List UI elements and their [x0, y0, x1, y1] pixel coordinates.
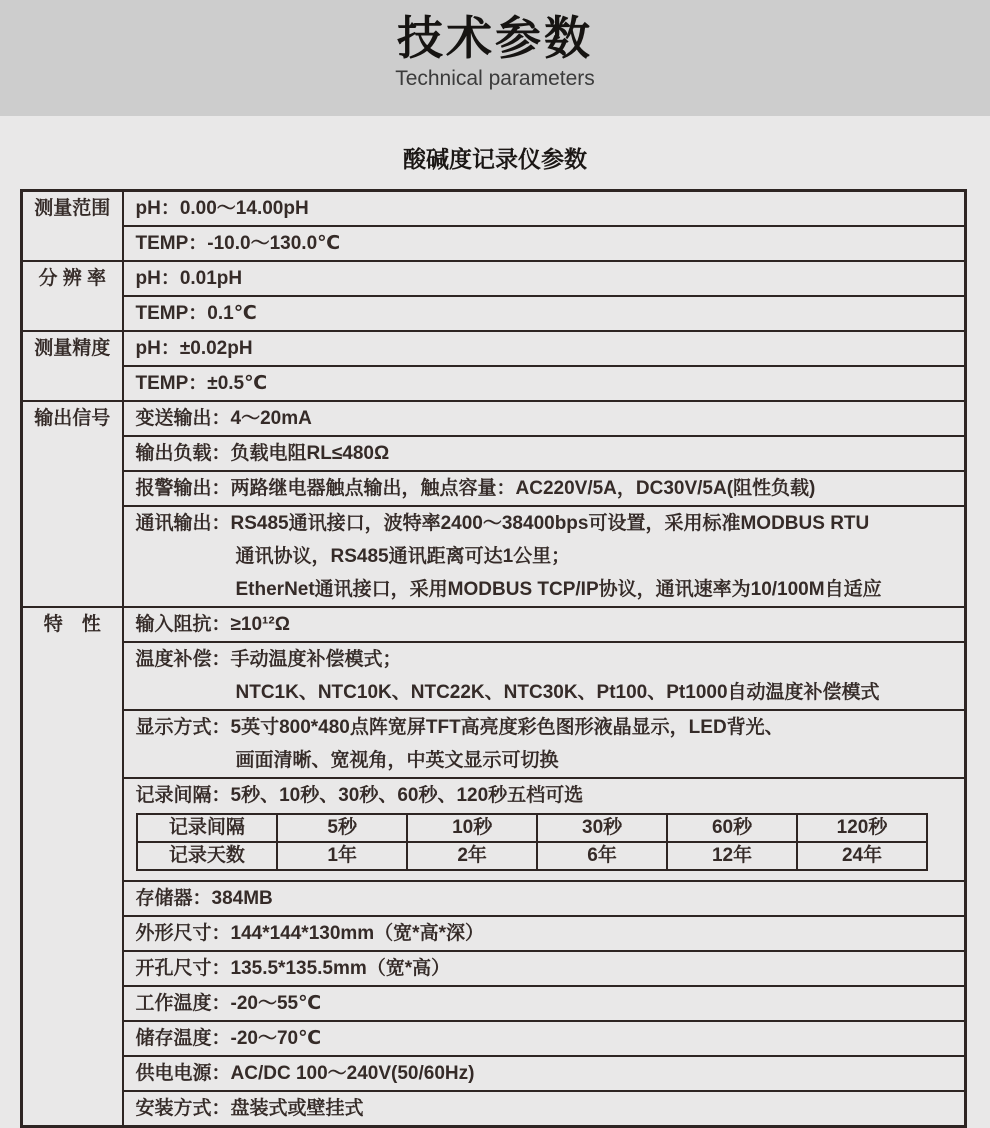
value-ph-resolution: pH：0.01pH	[123, 261, 966, 296]
record-table-cell: 1年	[277, 842, 407, 870]
record-table-cell: 30秒	[537, 814, 667, 842]
display-line-1: 显示方式：5英寸800*480点阵宽屏TFT高亮度彩色图形液晶显示，LED背光、	[135, 717, 784, 738]
record-table-cell: 5秒	[277, 814, 407, 842]
record-table-cell: 24年	[797, 842, 927, 870]
table-row	[22, 986, 966, 1021]
table-row	[22, 916, 966, 951]
table-row	[22, 471, 966, 506]
temp-comp-line-1: 温度补偿：手动温度补偿模式；	[135, 649, 402, 670]
table-row	[22, 261, 966, 296]
value-temp-resolution: TEMP：0.1℃	[123, 296, 966, 331]
table-row	[22, 366, 966, 401]
table-row	[22, 951, 966, 986]
value-record-interval	[123, 778, 966, 881]
table-row	[22, 607, 966, 642]
record-table-cell: 60秒	[667, 814, 797, 842]
table-row	[22, 436, 966, 471]
record-interval-line: 记录间隔：5秒、10秒、30秒、60秒、120秒五档可选	[135, 785, 584, 806]
value-working-temp: 工作温度：-20～55℃	[123, 986, 966, 1021]
table-row	[22, 226, 966, 261]
value-memory: 存储器：384MB	[123, 881, 966, 916]
table-row	[22, 642, 966, 710]
value-ph-accuracy: pH：±0.02pH	[123, 331, 966, 366]
comm-output-line-1: 通讯输出：RS485通讯接口，波特率2400～38400bps可设置，采用标准MODBUS RTU	[135, 513, 870, 534]
value-transmit-output: 变送输出：4～20mA	[123, 401, 966, 436]
record-table-cell: 2年	[407, 842, 537, 870]
record-table-cell: 12年	[667, 842, 797, 870]
table-row	[22, 778, 966, 881]
value-output-load: 输出负载：负载电阻RL≤480Ω	[123, 436, 966, 471]
record-table-cell: 记录天数	[137, 842, 278, 870]
banner-title: 技术参数	[397, 12, 593, 64]
record-table-cell: 记录间隔	[137, 814, 278, 842]
banner-subtitle: Technical parameters	[395, 67, 595, 90]
table-row	[22, 881, 966, 916]
top-banner	[0, 0, 990, 116]
value-display-mode	[123, 710, 966, 778]
table-row	[22, 1056, 966, 1091]
value-mounting: 安装方式：盘装式或壁挂式	[123, 1091, 966, 1127]
table-row	[22, 296, 966, 331]
display-line-2: 画面清晰、宽视角，中英文显示可切换	[235, 750, 559, 771]
section-label-resolution: 分 辨 率	[22, 261, 123, 331]
value-temp-compensation	[123, 642, 966, 710]
table-row	[22, 710, 966, 778]
comm-output-line-3: EtherNet通讯接口，采用MODBUS TCP/IP协议，通讯速率为10/100M自适应	[235, 579, 882, 600]
table-row	[22, 1021, 966, 1056]
value-dimensions: 外形尺寸：144*144*130mm（宽*高*深）	[123, 916, 966, 951]
record-days-row	[137, 842, 928, 870]
comm-output-line-2: 通讯协议，RS485通讯距离可达1公里；	[235, 546, 571, 567]
record-table-cell: 120秒	[797, 814, 927, 842]
section-label-measure-range: 测量范围	[22, 191, 123, 262]
record-table-cell: 10秒	[407, 814, 537, 842]
value-cutout-size: 开孔尺寸：135.5*135.5mm（宽*高）	[123, 951, 966, 986]
record-table-cell: 6年	[537, 842, 667, 870]
page-title: 酸碱度记录仪参数	[403, 146, 587, 172]
section-label-accuracy: 测量精度	[22, 331, 123, 401]
table-row	[22, 191, 966, 227]
temp-comp-line-2: NTC1K、NTC10K、NTC22K、NTC30K、Pt100、Pt1000自动温度补偿模式	[235, 682, 880, 703]
spec-table	[20, 189, 967, 1128]
record-interval-header-row	[137, 814, 928, 842]
value-temp-range: TEMP：-10.0～130.0℃	[123, 226, 966, 261]
value-ph-range: pH：0.00～14.00pH	[123, 191, 966, 227]
value-temp-accuracy: TEMP：±0.5℃	[123, 366, 966, 401]
value-power-supply: 供电电源：AC/DC 100～240V(50/60Hz)	[123, 1056, 966, 1091]
value-input-impedance: 输入阻抗：≥10¹²Ω	[123, 607, 966, 642]
table-row	[22, 331, 966, 366]
value-alarm-output: 报警输出：两路继电器触点输出，触点容量：AC220V/5A，DC30V/5A(阻性负载)	[123, 471, 966, 506]
table-row	[22, 506, 966, 607]
value-comm-output	[123, 506, 966, 607]
table-row	[22, 1091, 966, 1127]
section-label-characteristics: 特 性	[22, 607, 123, 1127]
value-storage-temp: 储存温度：-20～70℃	[123, 1021, 966, 1056]
table-row	[22, 401, 966, 436]
section-label-output-signal: 输出信号	[22, 401, 123, 607]
record-interval-table	[136, 813, 929, 871]
